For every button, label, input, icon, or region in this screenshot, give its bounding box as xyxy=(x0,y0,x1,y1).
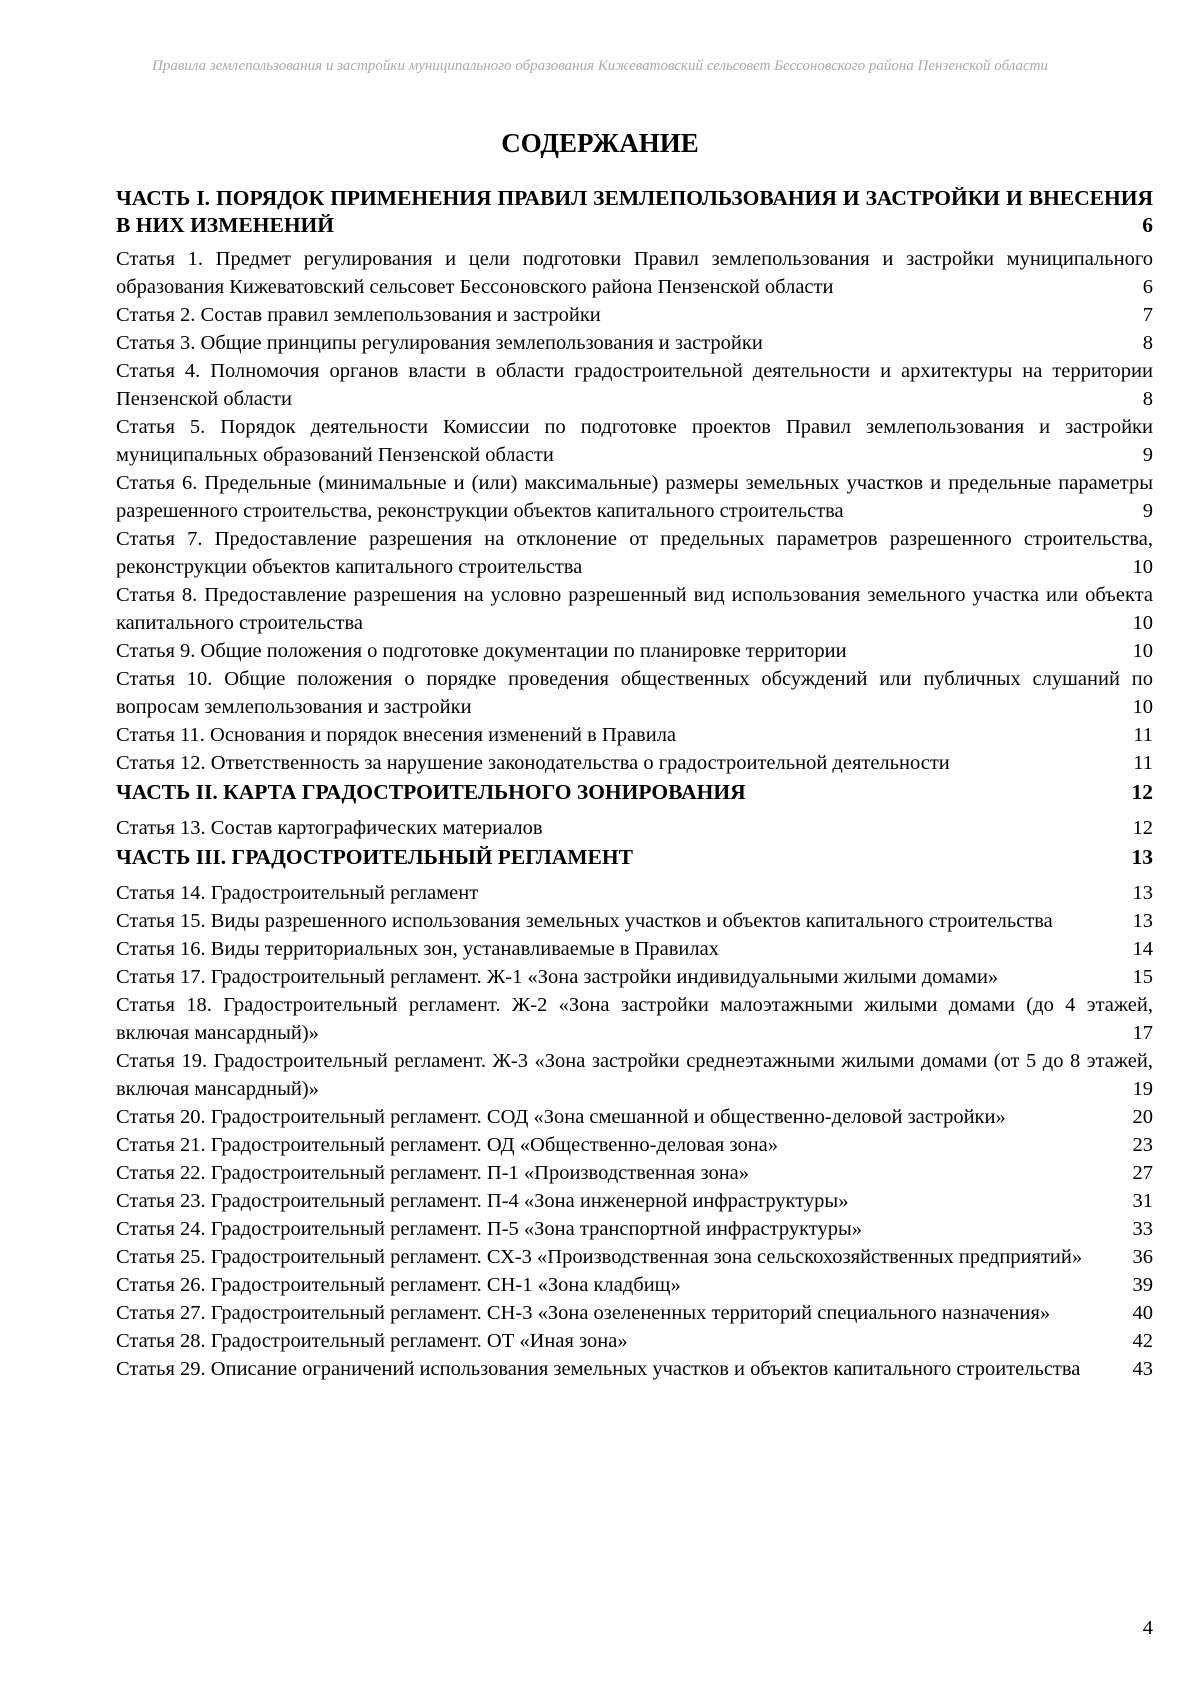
toc-entry-text: Статья 17. Градостроительный регламент. Ж-1 «Зона застройки индивидуальными жилыми домами» xyxy=(116,966,999,988)
toc-page-number: 14 xyxy=(1127,935,1154,963)
toc-entry-text: Статья 14. Градостроительный регламент xyxy=(116,882,479,904)
toc-page-number: 20 xyxy=(1127,1103,1154,1131)
toc-page-number: 10 xyxy=(1127,609,1154,637)
toc-entry-text: ЧАСТЬ I. ПОРЯДОК ПРИМЕНЕНИЯ ПРАВИЛ ЗЕМЛЕПОЛЬЗОВАНИЯ И ЗАСТРОЙКИ И ВНЕСЕНИЯ В НИХ ИЗМЕНЕНИЙ xyxy=(116,186,1153,237)
toc-entry-text: Статья 24. Градостроительный регламент. П-5 «Зона транспортной инфраструктуры» xyxy=(116,1218,862,1240)
table-of-contents xyxy=(116,185,1153,1383)
toc-entry xyxy=(116,1131,1153,1159)
toc-entry-text: Статья 5. Порядок деятельности Комиссии по подготовке проектов Правил землепользования и застройки муниципальных образований Пензенской области xyxy=(116,416,1153,466)
toc-page-number: 9 xyxy=(1137,441,1153,469)
toc-entry-text: Статья 6. Предельные (минимальные и (или) максимальные) размеры земельных участков и предельные параметры разрешенного строительства, реконструкции объектов капитального строительства xyxy=(116,472,1153,522)
toc-part-1 xyxy=(116,185,1153,239)
toc-entry-text: Статья 21. Градостроительный регламент. ОД «Общественно-деловая зона» xyxy=(116,1134,779,1156)
toc-page-number: 17 xyxy=(1127,1019,1154,1047)
toc-page-number: 11 xyxy=(1127,721,1153,749)
toc-page-number: 12 xyxy=(1127,814,1154,842)
toc-entry xyxy=(116,1299,1153,1327)
toc-entry xyxy=(116,245,1153,301)
toc-page-number: 43 xyxy=(1127,1355,1154,1383)
running-header: Правила землепользования и застройки муниципального образования Кижеватовский сельсовет Бессоновского района Пензенской области xyxy=(152,58,1048,74)
toc-entry-text: ЧАСТЬ III. ГРАДОСТРОИТЕЛЬНЫЙ РЕГЛАМЕНТ xyxy=(116,845,633,869)
toc-page-number: 23 xyxy=(1127,1131,1154,1159)
toc-entry-text: Статья 2. Состав правил землепользования и застройки xyxy=(116,304,601,326)
toc-entry xyxy=(116,814,1153,842)
toc-entry-text: Статья 22. Градостроительный регламент. П-1 «Производственная зона» xyxy=(116,1162,750,1184)
toc-entry xyxy=(116,1215,1153,1243)
toc-entry-text: Статья 19. Градостроительный регламент. Ж-3 «Зона застройки среднеэтажными жилыми домами (от 5 до 8 этажей, включая мансардный)» xyxy=(116,1050,1153,1100)
toc-entry xyxy=(116,1159,1153,1187)
toc-part-3 xyxy=(116,844,1153,871)
toc-entry-text: Статья 25. Градостроительный регламент. СХ-3 «Производственная зона сельскохозяйственных предприятий» xyxy=(116,1246,1083,1268)
toc-entry xyxy=(116,1243,1153,1271)
toc-entry-text: Статья 23. Градостроительный регламент. П-4 «Зона инженерной инфраструктуры» xyxy=(116,1190,849,1212)
toc-entry-text: Статья 13. Состав картографических материалов xyxy=(116,817,543,839)
toc-entry xyxy=(116,301,1153,329)
toc-page-number: 27 xyxy=(1127,1159,1154,1187)
toc-page-number: 33 xyxy=(1127,1215,1154,1243)
toc-page-number: 7 xyxy=(1137,301,1153,329)
toc-entry xyxy=(116,935,1153,963)
toc-entry-text: Статья 15. Виды разрешенного использования земельных участков и объектов капитального строительства xyxy=(116,910,1053,932)
toc-entry-text: Статья 3. Общие принципы регулирования землепользования и застройки xyxy=(116,332,763,354)
toc-entry-text: Статья 9. Общие положения о подготовке документации по планировке территории xyxy=(116,640,847,662)
toc-entry xyxy=(116,413,1153,469)
toc-page-number: 9 xyxy=(1137,497,1153,525)
toc-entry xyxy=(116,581,1153,637)
toc-entry xyxy=(116,665,1153,721)
toc-page-number: 19 xyxy=(1127,1075,1154,1103)
toc-page-number: 10 xyxy=(1127,693,1154,721)
toc-entry xyxy=(116,879,1153,907)
toc-entry-text: Статья 12. Ответственность за нарушение законодательства о градостроительной деятельности xyxy=(116,752,950,774)
toc-page-number: 8 xyxy=(1137,385,1153,413)
toc-page-number: 6 xyxy=(1136,212,1153,239)
toc-page-number: 8 xyxy=(1137,329,1153,357)
toc-page-number: 10 xyxy=(1127,553,1154,581)
toc-title: СОДЕРЖАНИЕ xyxy=(501,128,699,158)
toc-entry-text: Статья 11. Основания и порядок внесения изменений в Правила xyxy=(116,724,677,746)
toc-entry xyxy=(116,991,1153,1047)
toc-entry xyxy=(116,1103,1153,1131)
toc-page-number: 36 xyxy=(1127,1243,1154,1271)
toc-page-number: 15 xyxy=(1127,963,1154,991)
toc-entry-text: Статья 4. Полномочия органов власти в области градостроительной деятельности и архитектуры на территории Пензенской области xyxy=(116,360,1153,410)
toc-entry-text: Статья 8. Предоставление разрешения на условно разрешенный вид использования земельного участка или объекта капитального строительства xyxy=(116,584,1153,634)
toc-entry xyxy=(116,357,1153,413)
toc-entry-text: Статья 28. Градостроительный регламент. ОТ «Иная зона» xyxy=(116,1330,628,1352)
toc-page-number: 13 xyxy=(1127,907,1154,935)
toc-entry xyxy=(116,1047,1153,1103)
toc-page-number: 6 xyxy=(1137,273,1153,301)
toc-entry-text: Статья 1. Предмет регулирования и цели подготовки Правил землепользования и застройки муниципального образования Кижеватовский сельсовет Бессоновского района Пензенской области xyxy=(116,248,1153,298)
toc-page-number: 11 xyxy=(1127,749,1153,777)
toc-entry-text: Статья 18. Градостроительный регламент. Ж-2 «Зона застройки малоэтажными жилыми домами (до 4 этажей, включая мансардный)» xyxy=(116,994,1153,1044)
toc-entry xyxy=(116,1355,1153,1383)
toc-entry-text: Статья 29. Описание ограничений использования земельных участков и объектов капитального строительства xyxy=(116,1358,1081,1380)
toc-page-number: 13 xyxy=(1126,844,1154,871)
toc-entry xyxy=(116,1271,1153,1299)
toc-page-number: 42 xyxy=(1127,1327,1154,1355)
toc-entry xyxy=(116,1327,1153,1355)
toc-entry-text: Статья 27. Градостроительный регламент. СН-3 «Зона озелененных территорий специального назначения» xyxy=(116,1302,1051,1324)
toc-entry-text: ЧАСТЬ II. КАРТА ГРАДОСТРОИТЕЛЬНОГО ЗОНИРОВАНИЯ xyxy=(116,780,746,804)
toc-entry-text: Статья 10. Общие положения о порядке проведения общественных обсуждений или публичных слушаний по вопросам землепользования и застройки xyxy=(116,668,1153,718)
toc-entry-text: Статья 7. Предоставление разрешения на отклонение от предельных параметров разрешенного строительства, реконструкции объектов капитального строительства xyxy=(116,528,1153,578)
toc-page-number: 12 xyxy=(1126,779,1154,806)
toc-page-number: 40 xyxy=(1127,1299,1154,1327)
toc-entry xyxy=(116,469,1153,525)
toc-entry xyxy=(116,749,1153,777)
toc-page-number: 31 xyxy=(1127,1187,1154,1215)
toc-page-number: 39 xyxy=(1127,1271,1154,1299)
page-number: 4 xyxy=(1142,1617,1153,1639)
toc-entry xyxy=(116,1187,1153,1215)
toc-entry xyxy=(116,637,1153,665)
toc-part-2 xyxy=(116,779,1153,806)
toc-entry-text: Статья 26. Градостроительный регламент. СН-1 «Зона кладбищ» xyxy=(116,1274,681,1296)
toc-page-number: 13 xyxy=(1127,879,1154,907)
toc-entry xyxy=(116,525,1153,581)
toc-page-number: 10 xyxy=(1127,637,1154,665)
toc-entry xyxy=(116,721,1153,749)
toc-entry xyxy=(116,907,1153,935)
toc-entry-text: Статья 16. Виды территориальных зон, устанавливаемые в Правилах xyxy=(116,938,719,960)
toc-entry xyxy=(116,963,1153,991)
toc-entry-text: Статья 20. Градостроительный регламент. СОД «Зона смешанной и общественно-деловой застройки» xyxy=(116,1106,1006,1128)
toc-entry xyxy=(116,329,1153,357)
